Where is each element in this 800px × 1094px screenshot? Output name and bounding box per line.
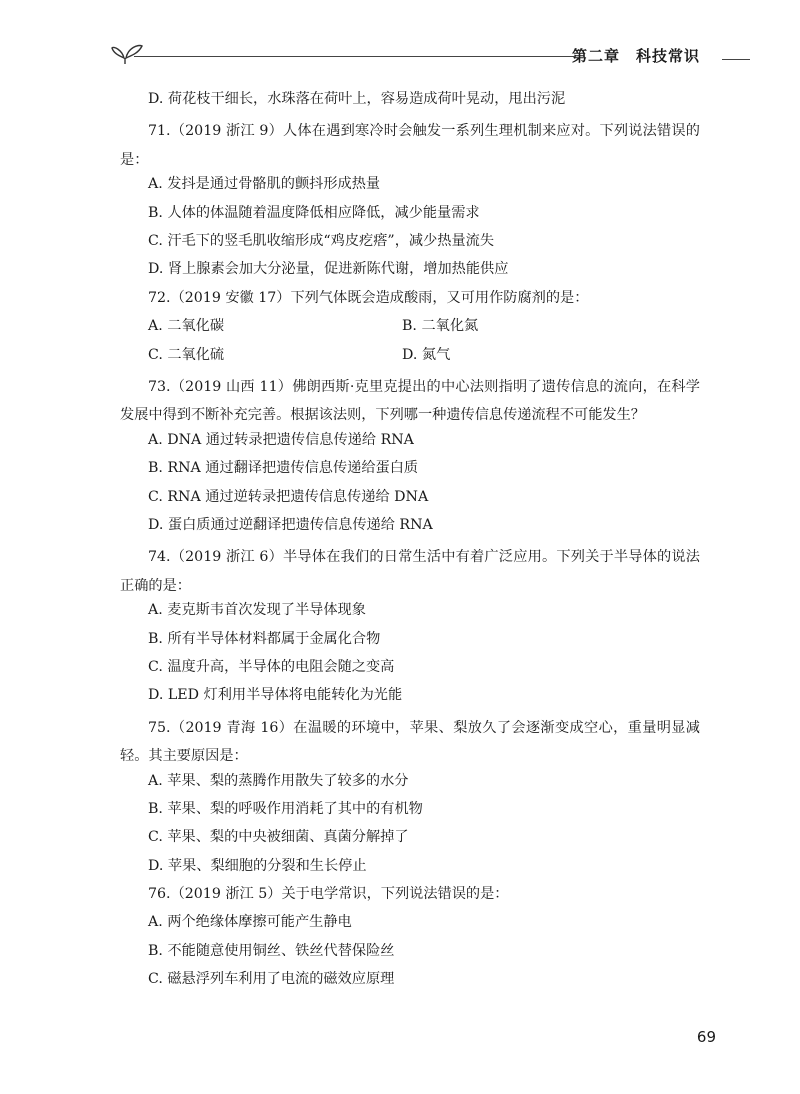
option-line: D. LED 灯利用半导体将电能转化为光能 bbox=[148, 687, 403, 704]
header-rule bbox=[134, 56, 574, 57]
option-line: A. DNA 通过转录把遗传信息传递给 RNA bbox=[148, 431, 414, 448]
option-line: C. 温度升高，半导体的电阻会随之变高 bbox=[148, 658, 395, 675]
option-line: B. 不能随意使用铜丝、铁丝代替保险丝 bbox=[148, 942, 395, 959]
option-line: B. 二氧化氮 bbox=[402, 318, 479, 335]
question-74-stem: 74.（2019 浙江 6）半导体在我们的日常生活中有着广泛应用。下列关于半导体的说法正确的是： bbox=[120, 549, 700, 594]
option-line: B. 苹果、梨的呼吸作用消耗了其中的有机物 bbox=[148, 800, 423, 817]
option-line: D. 氮气 bbox=[402, 346, 451, 363]
option-line: C. 二氧化硫 bbox=[148, 346, 225, 363]
option-line: B. 所有半导体材料都属于金属化合物 bbox=[148, 630, 381, 647]
option-row bbox=[120, 345, 700, 373]
question-71-stem: 71.（2019 浙江 9）人体在遇到寒冷时会触发一系列生理机制来应对。下列说法错误的是： bbox=[120, 123, 700, 168]
option-row bbox=[120, 316, 700, 344]
option-line: D. 荷花枝干细长，水珠落在荷叶上，容易造成荷叶晃动，甩出污泥 bbox=[148, 91, 566, 107]
option-line: C. 磁悬浮列车利用了电流的磁效应原理 bbox=[148, 971, 395, 988]
option-line: A. 两个绝缘体摩擦可能产生静电 bbox=[148, 914, 352, 931]
option-line: C. 苹果、梨的中央被细菌、真菌分解掉了 bbox=[148, 829, 409, 846]
sprout-icon bbox=[110, 36, 146, 66]
option-line: C. 汗毛下的竖毛肌收缩形成“鸡皮疙瘩”，减少热量流失 bbox=[148, 232, 495, 249]
question-72-stem: 72.（2019 安徽 17）下列气体既会造成酸雨，又可用作防腐剂的是： bbox=[148, 289, 589, 306]
option-line: D. 蛋白质通过逆翻译把遗传信息传递给 RNA bbox=[148, 516, 433, 533]
question-73-stem: 73.（2019 山西 11）佛朗西斯·克里克提出的中心法则指明了遗传信息的流向，在科学发展中得到不断补充完善。根据该法则，下列哪一种遗传信息传递流程不可能发生？ bbox=[120, 378, 700, 424]
chapter-title: 第二章 科技常识 bbox=[572, 47, 701, 65]
option-line: A. 苹果、梨的蒸腾作用散失了较多的水分 bbox=[148, 772, 409, 789]
option-line: A. 二氧化碳 bbox=[148, 318, 225, 335]
option-line: A. 麦克斯韦首次发现了半导体现象 bbox=[148, 602, 366, 619]
option-line: C. RNA 通过逆转录把遗传信息传递给 DNA bbox=[148, 488, 429, 505]
page-header bbox=[110, 36, 740, 76]
question-76-stem: 76.（2019 浙江 5）关于电学常识，下列说法错误的是： bbox=[148, 886, 509, 903]
header-rule-right bbox=[722, 59, 750, 60]
page-content bbox=[120, 89, 700, 998]
option-line: A. 发抖是通过骨骼肌的颤抖形成热量 bbox=[148, 176, 381, 193]
option-line: D. 肾上腺素会加大分泌量，促进新陈代谢，增加热能供应 bbox=[148, 261, 509, 278]
option-line: B. RNA 通过翻译把遗传信息传递给蛋白质 bbox=[148, 460, 419, 477]
option-line: B. 人体的体温随着温度降低相应降低，减少能量需求 bbox=[148, 204, 480, 221]
option-line: D. 苹果、梨细胞的分裂和生长停止 bbox=[148, 857, 367, 874]
question-75-stem: 75.（2019 青海 16）在温暖的环境中，苹果、梨放久了会逐渐变成空心，重量明显减轻。其主要原因是： bbox=[120, 719, 700, 765]
page-number: 69 bbox=[696, 1028, 716, 1046]
